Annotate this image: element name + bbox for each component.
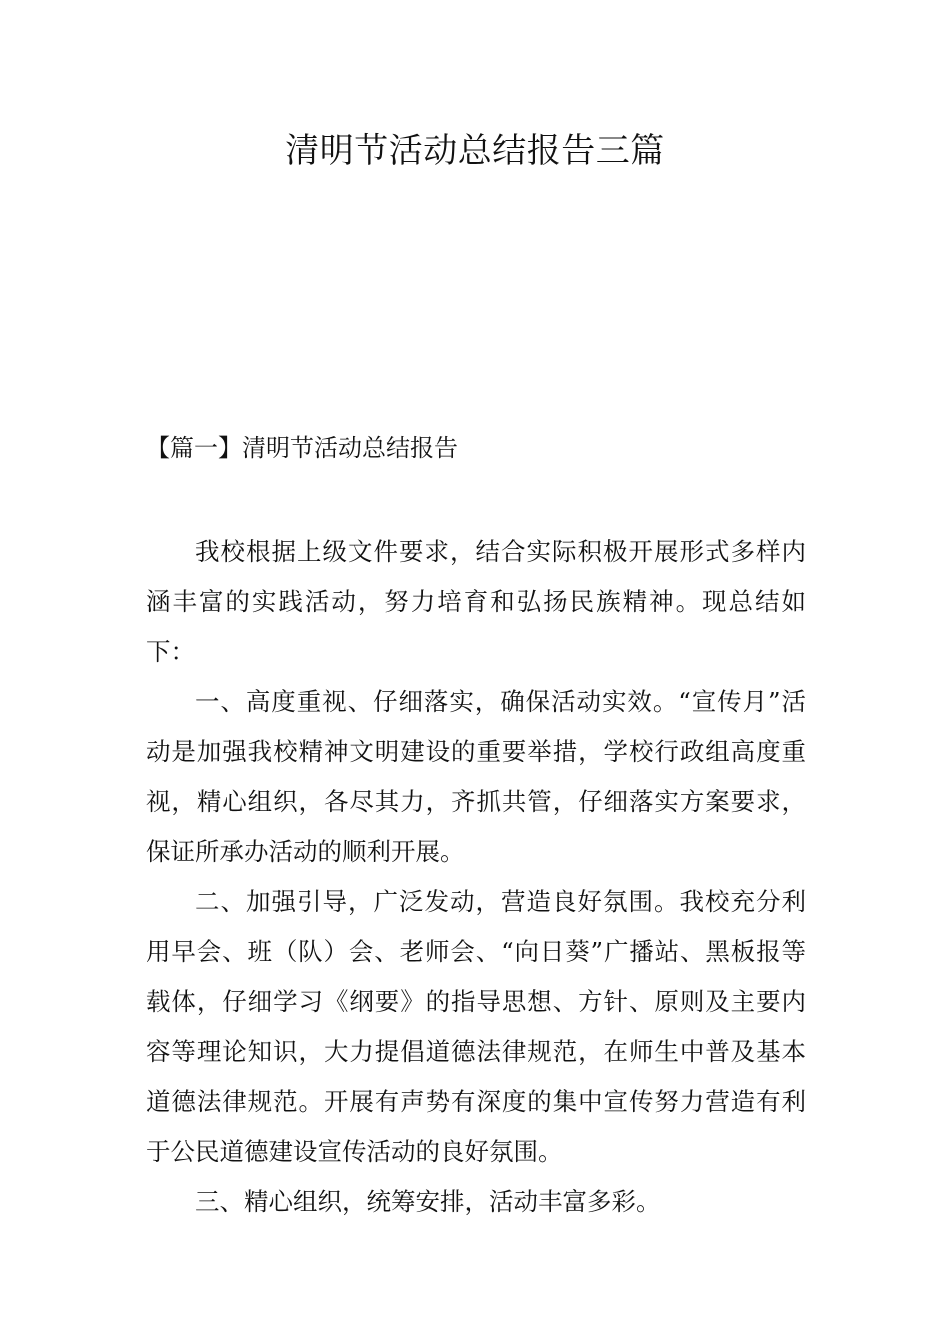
section-heading: 【篇一】清明节活动总结报告 xyxy=(146,434,458,462)
paragraph-point-one: 一、高度重视、仔细落实，确保活动实效。“宣传月”活动是加强我校精神文明建设的重要举措，学校行政组高度重视，精心组织，各尽其力，齐抓共管，仔细落实方案要求，保证所承办活动的顺利开展。 xyxy=(146,687,806,866)
paragraph-point-two: 二、加强引导，广泛发动，营造良好氛围。我校充分利用早会、班（队）会、老师会、“向日葵”广播站、黑板报等载体，仔细学习《纲要》的指导思想、方针、原则及主要内容等理论知识，大力提倡道德法律规范，在师生中普及基本道德法律规范。开展有声势有深度的集中宣传努力营造有利于公民道德建设宣传活动的良好氛围。 xyxy=(146,887,806,1166)
document-body xyxy=(146,527,806,1227)
paragraph-intro: 我校根据上级文件要求，结合实际积极开展形式多样内涵丰富的实践活动，努力培育和弘扬民族精神。现总结如下： xyxy=(146,537,806,666)
document-title: 清明节活动总结报告三篇 xyxy=(285,131,665,171)
paragraph-point-three: 三、精心组织，统筹安排，活动丰富多彩。 xyxy=(195,1187,661,1216)
